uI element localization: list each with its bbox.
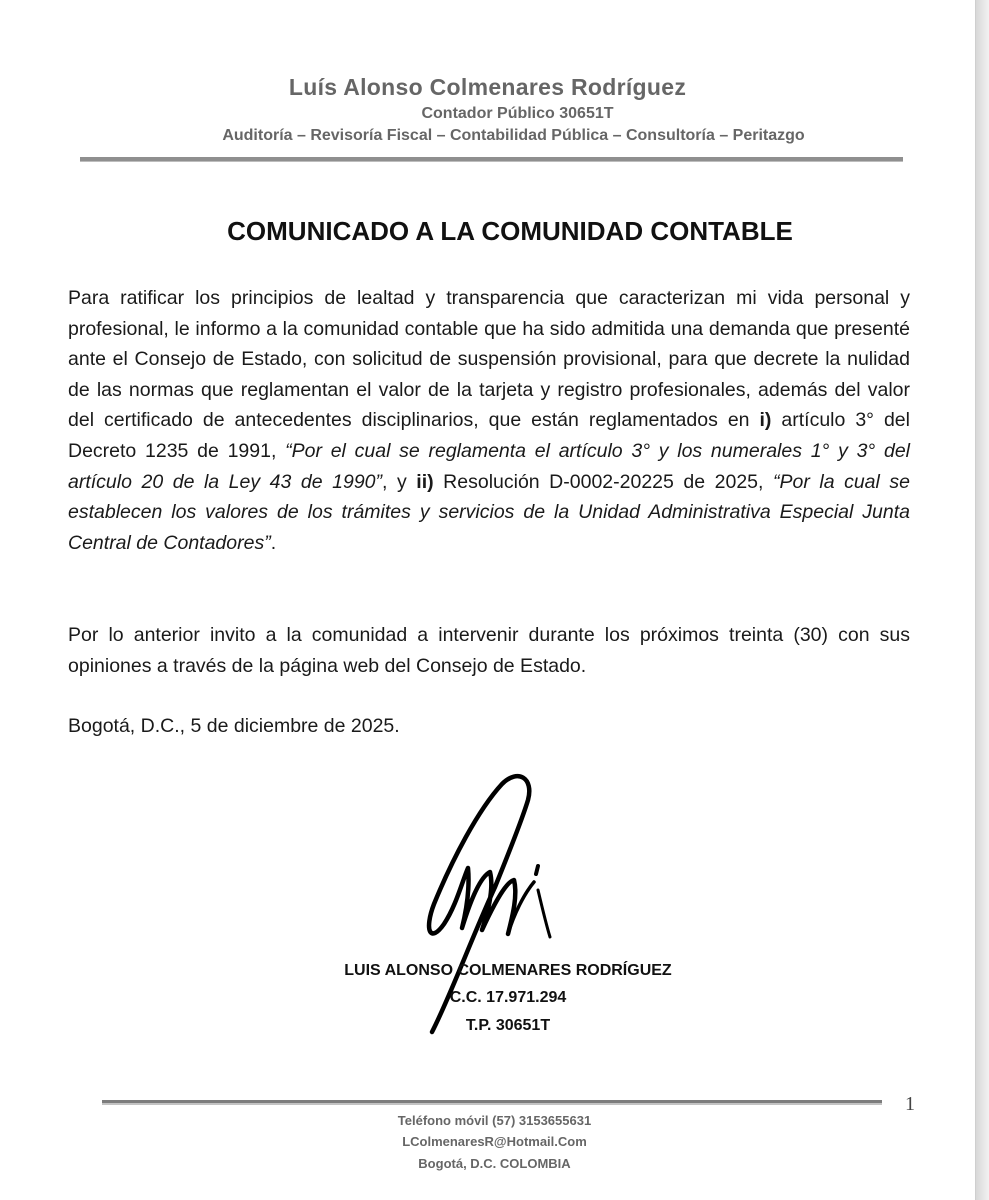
header-divider [80,157,903,162]
letterhead-name: Luís Alonso Colmenares Rodríguez [288,74,687,100]
signer-professional-card: T.P. 30651T [465,1017,551,1034]
footer-divider [102,1100,882,1105]
page-number: 1 [905,1093,915,1115]
list-marker-i: i) [759,409,772,432]
paragraph-text: . [270,531,277,554]
list-marker-ii: ii) [416,470,434,493]
paragraph-text: artículo 3° del Decreto 1235 de 1991, [68,409,910,462]
handwritten-signature [410,762,560,1052]
quoted-decree-title: “Por el cual se reglamenta el artículo 3° y los numerales 1° y 3° del artículo 20 de la Ley 43 de 1990” [68,439,910,493]
paragraph-text: , y [382,470,417,493]
signer-id-number: C.C. 17.971.294 [449,989,567,1006]
body-paragraph-1 [68,283,910,558]
footer-email: LColmenaresR@Hotmail.Com [402,1134,587,1149]
letterhead-title: Contador Público 30651T [421,105,614,122]
signer-name: LUIS ALONSO COLMENARES RODRÍGUEZ [344,962,672,979]
letterhead-services: Auditoría – Revisoría Fiscal – Contabilidad Pública – Consultoría – Peritazgo [222,127,805,144]
paragraph-text: Resolución D-0002-20225 de 2025, [433,470,773,493]
paragraph-text: Para ratificar los principios de lealtad y transparencia que caracterizan mi vida personal y profesional, le informo a la comunidad contable que ha sido admitida una demanda que presenté ante el Consejo de Estado, con solicitud de suspensión provisional, para que decrete la nulidad de las normas que reglamentan el valor de la tarjeta y registro profesionales, además del valor del certificado de antecedentes disciplinarios, que están reglamentados en [68,287,910,432]
footer-phone: Teléfono móvil (57) 3153655631 [397,1113,592,1128]
page-edge-shadow [976,0,989,1200]
quoted-resolution-title: “Por la cual se establecen los valores de los trámites y servicios de la Unidad Administrativa Especial Junta Central de Contadores” [68,470,910,554]
place-and-date: Bogotá, D.C., 5 de diciembre de 2025. [68,715,400,737]
document-title: COMUNICADO A LA COMUNIDAD CONTABLE [227,216,793,246]
footer-city: Bogotá, D.C. COLOMBIA [418,1156,571,1171]
body-paragraph-2: Por lo anterior invito a la comunidad a intervenir durante los próximos treinta (30) con sus opiniones a través de la página web del Consejo de Estado. [68,624,910,677]
